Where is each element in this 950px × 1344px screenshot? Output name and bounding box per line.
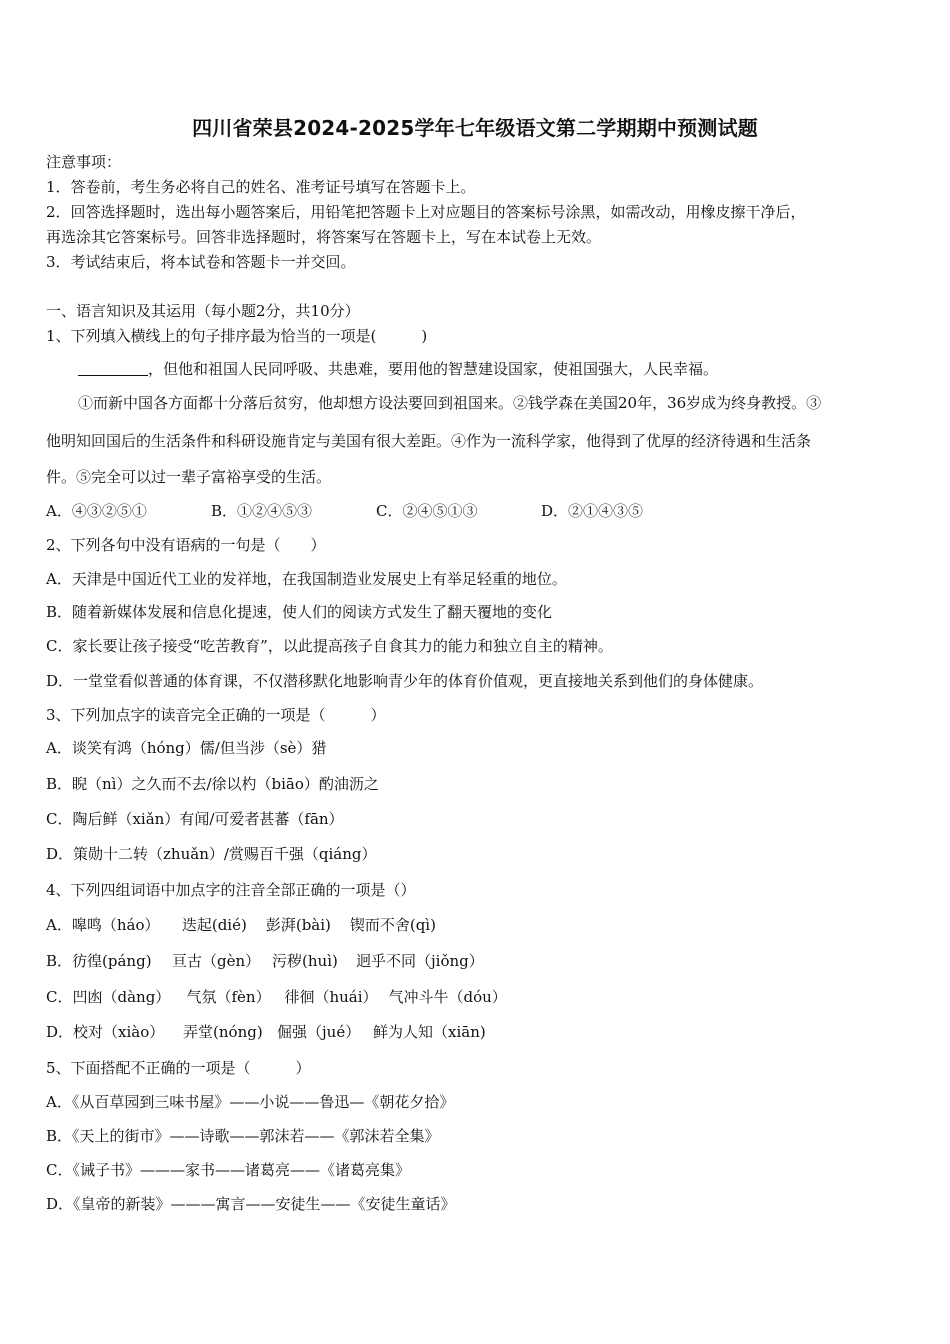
- option-a: A．天津是中国近代工业的发祥地，在我国制造业发展史上有举足轻重的地位。: [46, 570, 567, 588]
- fill-blank: [78, 361, 148, 376]
- question-stem: 3、下列加点字的读音完全正确的一项是（ ）: [46, 706, 386, 724]
- answer-options: [46, 500, 908, 522]
- option-c: C．②④⑤①③: [376, 502, 478, 520]
- word: 鲜为人知（xiān): [373, 1023, 486, 1041]
- passage-line: 件。⑤完全可以过一辈子富裕享受的生活。: [46, 468, 332, 486]
- option-d: D．策勋十二转（zhuǎn）/赏赐百千强（qiáng）: [46, 845, 377, 863]
- option-c: C．《诫子书》———家书——诸葛亮——《诸葛亮集》: [46, 1161, 410, 1179]
- word: 迭起(dié): [181, 916, 247, 934]
- option-c: C．家长要让孩子接受“吃苦教育”，以此提高孩子自食其力的能力和独立自主的精神。: [46, 637, 613, 655]
- word: 彷徨(páng): [72, 952, 152, 970]
- option-a: A．④③②⑤①: [46, 502, 147, 520]
- option-b: B．①②④⑤③: [211, 502, 313, 520]
- sentence-text: ，但他和祖国人民同呼吸、共患难，要用他的智慧建设国家，使祖国强大，人民幸福。: [148, 360, 719, 378]
- option-d: [46, 1021, 908, 1043]
- option-a: A．谈笑有鸿（hóng）儒/但当涉（sè）猎: [46, 739, 327, 757]
- notice-item: 1．答卷前，考生务必将自己的姓名、准考证号填写在答题卡上。: [46, 178, 476, 196]
- word: 倔强（jué）: [277, 1023, 361, 1041]
- word: 亘古（gèn）: [172, 952, 261, 970]
- word: 彭湃(bài): [265, 916, 331, 934]
- word: 气氛（fèn）: [186, 988, 271, 1006]
- word: 徘徊（huái）: [284, 988, 378, 1006]
- option-letter: B．: [46, 952, 73, 970]
- word: 凹凼（dàng）: [72, 988, 171, 1006]
- option-a: [46, 914, 908, 936]
- option-a: A．《从百草园到三味书屋》——小说——鲁迅—《朝花夕拾》: [46, 1093, 455, 1111]
- option-c: [46, 986, 908, 1008]
- question-stem: 4、下列四组词语中加点字的注音全部正确的一项是（）: [46, 881, 416, 899]
- passage-line: 他明知回国后的生活条件和科研设施肯定与美国有很大差距。④作为一流科学家，他得到了优厚的经济待遇和生活条: [46, 432, 812, 450]
- word: 污秽(huì): [272, 952, 338, 970]
- notice-item: 再选涂其它答案标号。回答非选择题时，将答案写在答题卡上，写在本试卷上无效。: [46, 228, 602, 246]
- question-sentence: [78, 358, 908, 380]
- word: 气冲斗牛（dóu）: [388, 988, 507, 1006]
- option-b: [46, 950, 908, 972]
- word: 迥乎不同（jiǒng）: [356, 952, 484, 970]
- notice-heading: 注意事项：: [46, 153, 122, 171]
- notice-item: 3．考试结束后，将本试卷和答题卡一并交回。: [46, 253, 356, 271]
- option-c: C．陶后鲜（xiǎn）有闻/可爱者甚蕃（fān）: [46, 810, 344, 828]
- question-stem: 5、下面搭配不正确的一项是（ ）: [46, 1059, 311, 1077]
- word: 弄堂(nóng): [183, 1023, 263, 1041]
- option-d: D．一堂堂看似普通的体育课，不仅潜移默化地影响青少年的体育价值观，更直接地关系到他们的身体健康。: [46, 672, 764, 690]
- word: 锲而不舍(qì): [349, 916, 436, 934]
- passage-line: ①而新中国各方面都十分落后贫穷，他却想方设法要回到祖国来。②钱学森在美国20年，36岁成为终身教授。③: [78, 394, 822, 412]
- option-b: B．《天上的街市》——诗歌——郭沫若——《郭沫若全集》: [46, 1127, 440, 1145]
- option-d: D．②①④③⑤: [541, 502, 644, 520]
- option-b: B．睨（nì）之久而不去/徐以杓（biāo）酌油沥之: [46, 775, 379, 793]
- option-d: D．《皇帝的新装》———寓言——安徒生——《安徒生童话》: [46, 1195, 456, 1213]
- option-letter: A．: [46, 916, 72, 934]
- option-letter: D．: [46, 1023, 74, 1041]
- notice-item: 2．回答选择题时，选出每小题答案后，用铅笔把答题卡上对应题目的答案标号涂黑，如需改动，用橡皮擦干净后，: [46, 203, 806, 221]
- page-title: 四川省荣县2024-2025学年七年级语文第二学期期中预测试题: [192, 116, 758, 140]
- question-stem: 2、下列各句中没有语病的一句是（ ）: [46, 536, 326, 554]
- option-letter: C．: [46, 988, 73, 1006]
- option-b: B．随着新媒体发展和信息化提速，使人们的阅读方式发生了翻天覆地的变化: [46, 603, 553, 621]
- question-stem: 1、下列填入横线上的句子排序最为恰当的一项是( ): [46, 327, 428, 345]
- word: 校对（xiào）: [73, 1023, 165, 1041]
- section-heading: 一、语言知识及其运用（每小题2分，共10分）: [46, 302, 360, 320]
- word: 嗥鸣（háo）: [71, 916, 160, 934]
